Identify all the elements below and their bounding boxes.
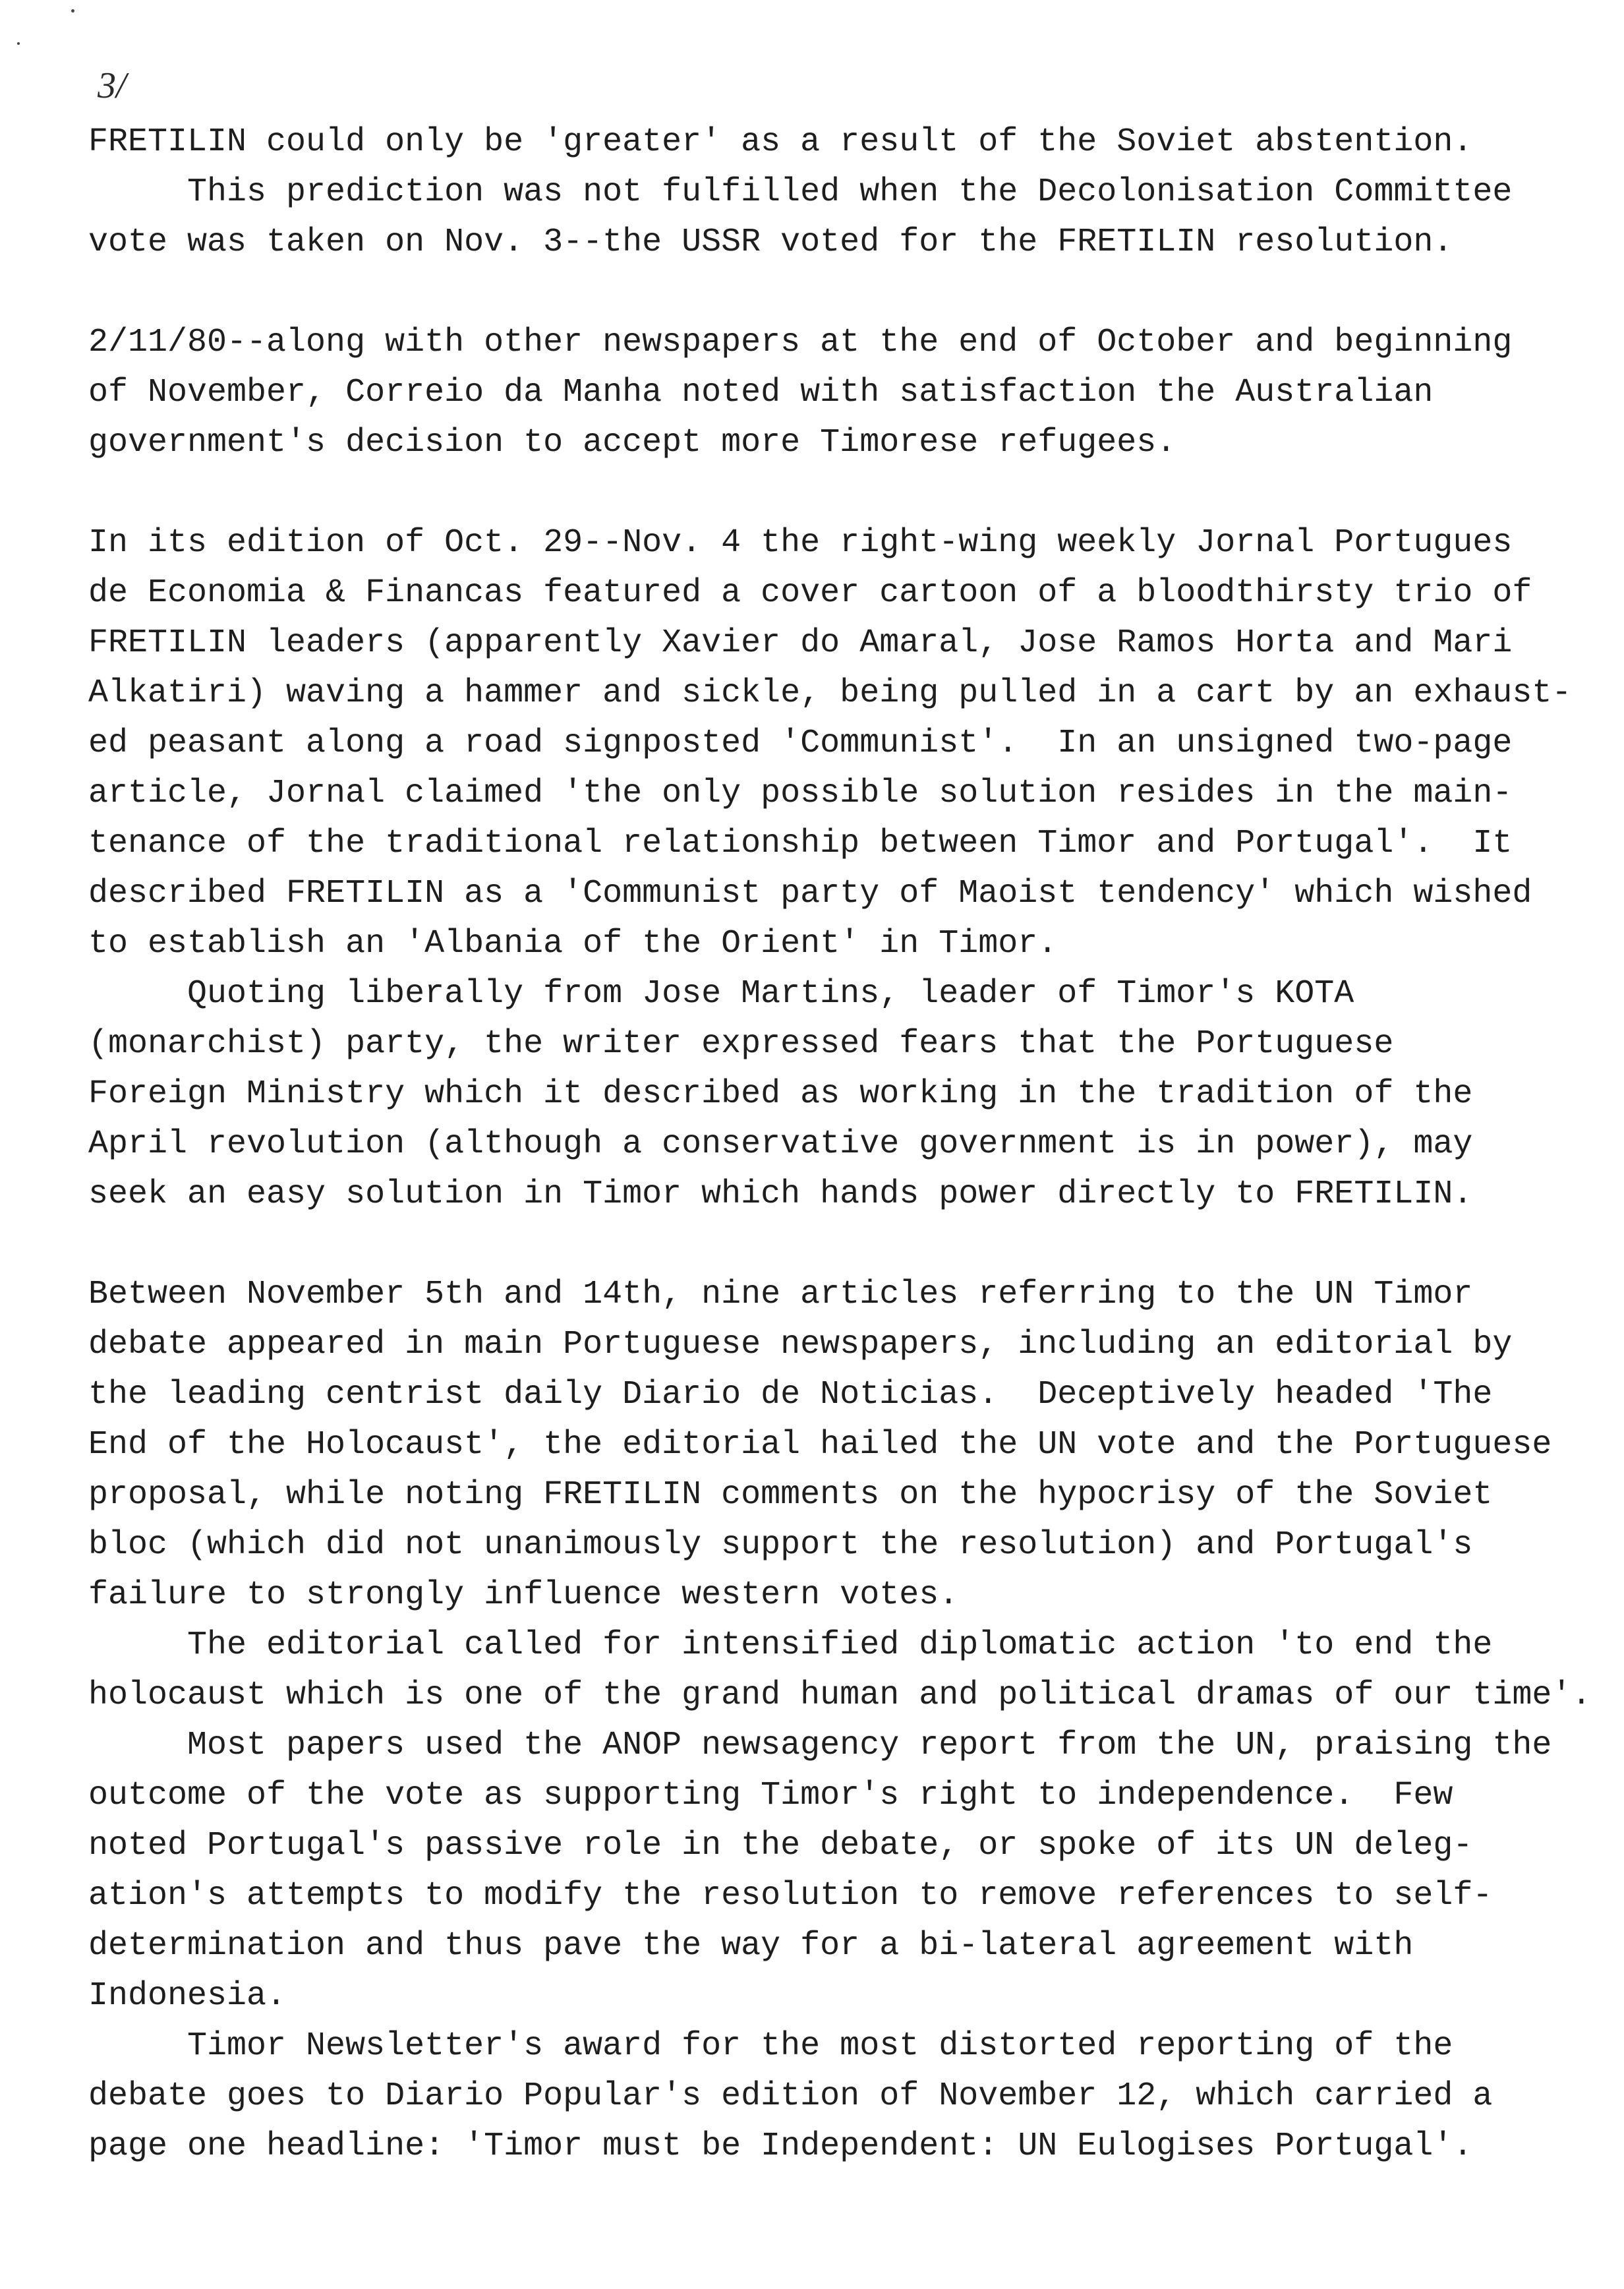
text-line: The editorial called for intensified diplomatic action 'to end the [88, 1626, 1493, 1664]
text-line: End of the Holocaust', the editorial hailed the UN vote and the Portuguese [88, 1426, 1552, 1464]
text-line: of November, Correio da Manha noted with satisfaction the Australian [88, 374, 1434, 411]
text-line: FRETILIN leaders (apparently Xavier do Amaral, Jose Ramos Horta and Mari [88, 624, 1513, 662]
text-line: tenance of the traditional relationship between Timor and Portugal'. It [88, 825, 1513, 862]
text-line: debate goes to Diario Popular's edition of November 12, which carried a [88, 2077, 1493, 2115]
text-line: This prediction was not fulfilled when the Decolonisation Committee [88, 173, 1513, 211]
text-line: seek an easy solution in Timor which hands power directly to FRETILIN. [88, 1175, 1473, 1213]
text-line: debate appeared in main Portuguese newspapers, including an editorial by [88, 1326, 1513, 1363]
text-line: In its edition of Oct. 29--Nov. 4 the right-wing weekly Jornal Portugues [88, 524, 1513, 562]
text-line: de Economia & Financas featured a cover cartoon of a bloodthirsty trio of [88, 574, 1532, 612]
text-line: ation's attempts to modify the resolution to remove references to self- [88, 1877, 1493, 1915]
text-line: outcome of the vote as supporting Timor's right to independence. Few [88, 1777, 1453, 1814]
text-line: proposal, while noting FRETILIN comments on the hypocrisy of the Soviet [88, 1476, 1493, 1514]
text-line: described FRETILIN as a 'Communist party of Maoist tendency' which wished [88, 875, 1532, 912]
text-line: to establish an 'Albania of the Orient' in Timor. [88, 925, 1058, 963]
text-line: ed peasant along a road signposted 'Communist'. In an unsigned two-page [88, 725, 1513, 762]
text-line: bloc (which did not unanimously support the resolution) and Portugal's [88, 1526, 1473, 1564]
text-line: Foreign Ministry which it described as working in the tradition of the [88, 1075, 1473, 1113]
text-line: FRETILIN could only be 'greater' as a result of the Soviet abstention. [88, 123, 1473, 161]
text-line: determination and thus pave the way for a bi-lateral agreement with [88, 1927, 1414, 1965]
scan-speck [71, 9, 74, 13]
text-line: article, Jornal claimed 'the only possible solution resides in the main- [88, 775, 1513, 812]
text-line: Between November 5th and 14th, nine articles referring to the UN Timor [88, 1276, 1473, 1313]
text-line: government's decision to accept more Timorese refugees. [88, 424, 1176, 461]
text-line: noted Portugal's passive role in the debate, or spoke of its UN deleg- [88, 1827, 1473, 1864]
text-line: the leading centrist daily Diario de Noticias. Deceptively headed 'The [88, 1376, 1493, 1413]
text-line: Quoting liberally from Jose Martins, leader of Timor's KOTA [88, 975, 1354, 1013]
text-line: April revolution (although a conservative government is in power), may [88, 1125, 1473, 1163]
text-line: 2/11/80--along with other newspapers at the end of October and beginning [88, 324, 1513, 361]
scan-speck [17, 42, 20, 45]
text-line: vote was taken on Nov. 3--the USSR voted for the FRETILIN resolution. [88, 223, 1453, 261]
text-line: Indonesia. [88, 1977, 287, 2015]
text-line: Alkatiri) waving a hammer and sickle, being pulled in a cart by an exhaust- [88, 674, 1572, 712]
page-number: 3/ [98, 65, 127, 106]
text-line: Timor Newsletter's award for the most distorted reporting of the [88, 2027, 1453, 2065]
text-line: (monarchist) party, the writer expressed fears that the Portuguese [88, 1025, 1394, 1063]
text-line: page one headline: 'Timor must be Independent: UN Eulogises Portugal'. [88, 2127, 1473, 2165]
text-line: failure to strongly influence western votes. [88, 1576, 959, 1614]
text-line: holocaust which is one of the grand human and political dramas of our time'. [88, 1677, 1592, 1714]
text-line: Most papers used the ANOP newsagency report from the UN, praising the [88, 1727, 1552, 1764]
